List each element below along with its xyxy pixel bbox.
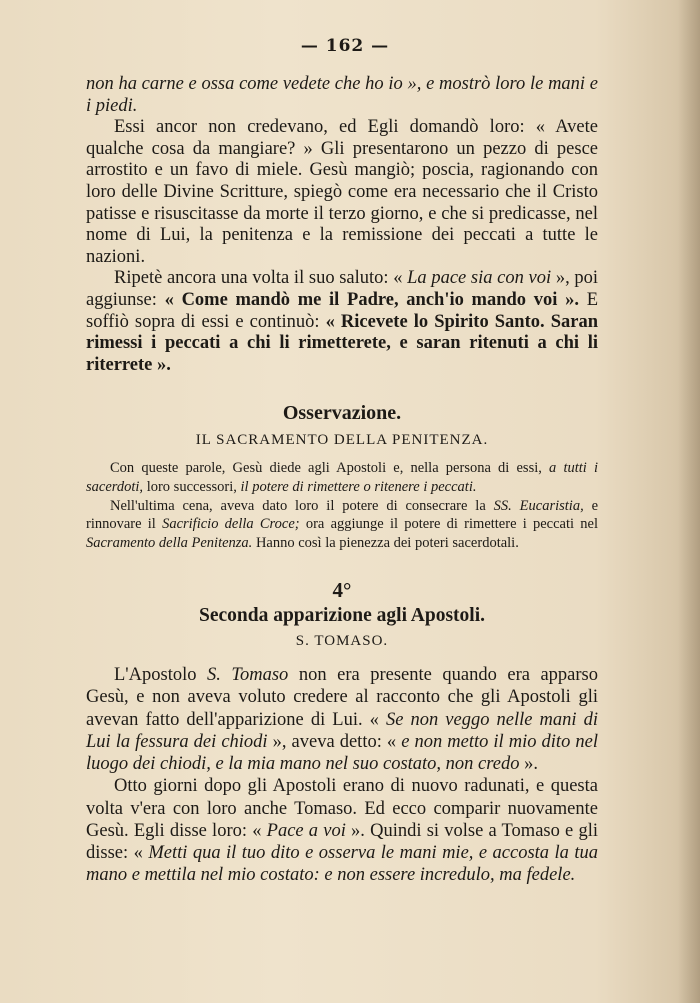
- observation-paragraph-1: [86, 459, 598, 496]
- obs-p2-d: Sacrificio della Croce;: [162, 516, 300, 533]
- section-subheading: S. TOMASO.: [295, 633, 389, 650]
- paragraph-1: [86, 74, 598, 117]
- obs-p1-c: loro successori,: [143, 478, 241, 495]
- observation-heading: Osservazione.: [282, 402, 402, 425]
- s4-p2-c: ». Quindi si volse a Tomaso e gli disse: «: [86, 820, 598, 863]
- obs-p2-c: e rinnovare il: [86, 497, 599, 533]
- obs-p1-b: a tutti i sacerdoti,: [86, 460, 598, 495]
- observation-paragraph-2: [86, 497, 598, 553]
- obs-p2-e: ora aggiunge il potere di rimettere i peccati nel: [299, 516, 598, 533]
- obs-p2-b: SS. Eucaristia,: [493, 497, 584, 514]
- observation-text: [86, 459, 598, 552]
- section-body: [86, 664, 598, 886]
- paragraph-1-text: non ha carne e ossa come vedete che ho io », e mostrò loro le mani e i piedi.: [86, 74, 598, 116]
- s4-p1-c: non era presente quando era apparso Gesù, e non aveva voluto credere al racconto che gli Apostoli gli avevan fatto dell'apparizione di Lui. «: [86, 665, 598, 730]
- page-gutter-shadow: [678, 0, 700, 1003]
- s4-p1-a: L'Apostolo: [114, 665, 207, 686]
- paragraph-3-bold-2: « Ricevete lo Spirito Santo. Saran rimessi i peccati a chi li rimetterete, e saran ritenuti a chi li riterrete ».: [86, 311, 598, 375]
- paragraph-3-mid-2: E soffiò sopra di essi e continuò:: [86, 289, 598, 332]
- page-number: — 162 —: [300, 36, 390, 56]
- paragraph-3-bold-1: « Come mandò me il Padre, anch'io mando voi ».: [164, 289, 579, 310]
- obs-p1-d: il potere di rimettere o ritenere i peccati.: [240, 478, 477, 495]
- s4-p1-b: S. Tomaso: [207, 665, 289, 686]
- paragraph-3: [86, 268, 598, 376]
- section-paragraph-1: [86, 664, 598, 775]
- s4-p1-d: Se non veggo nelle mani di Lui la fessura dei chiodi: [86, 709, 598, 752]
- section-number: 4°: [332, 578, 352, 603]
- paragraph-3-italic: La pace sia con voi: [407, 268, 552, 289]
- s4-p2-d: Metti qua il tuo dito e osserva le mani mie, e accosta la tua mano e mettila nel mio costato: e non essere incredulo, ma fedele.: [86, 842, 599, 886]
- s4-p1-e: », aveva detto: «: [267, 731, 402, 752]
- paragraph-2: Essi ancor non credevano, ed Egli domandò loro: « Avete qualche cosa da mangiare? » Gli presentarono un pezzo di pesce arrostito e un favo di miele. Gesù mangiò; poscia, ragionando con loro delle Divine Scritture, spiegò come era necessario che il Cristo patisse e risuscitasse da morte il terzo giorno, e che si predicasse, nel nome di Lui, la penitenza e la remissione dei peccati a tutte le nazioni.: [86, 117, 598, 267]
- s4-p2-a: Otto giorni dopo gli Apostoli erano di nuovo radunati, e questa volta v'era con loro anche Tomaso. Ed ecco comparir nuovamente Gesù. Egli disse loro: «: [86, 776, 598, 841]
- s4-p1-f: e non metto il mio dito nel luogo dei chiodi, e la mia mano nel suo costato, non credo: [86, 731, 598, 775]
- paragraph-3-mid: », poi aggiunse:: [86, 268, 598, 310]
- s4-p2-b: Pace a voi: [266, 820, 346, 841]
- s4-p1-g: ».: [519, 754, 538, 775]
- obs-p2-a: Nell'ultima cena, aveva dato loro il potere di consecrare la: [110, 497, 494, 514]
- obs-p2-g: Hanno così la pienezza dei poteri sacerdotali.: [252, 534, 519, 551]
- paragraph-3-lead: Ripetè ancora una volta il suo saluto: «: [114, 268, 408, 289]
- page-content: [86, 74, 598, 886]
- observation-subheading: IL SACRAMENTO DELLA PENITENZA.: [195, 432, 489, 449]
- section-heading: Seconda apparizione agli Apostoli.: [198, 605, 486, 627]
- section-paragraph-2: [86, 775, 598, 886]
- obs-p2-f: Sacramento della Penitenza.: [86, 534, 253, 551]
- obs-p1-a: Con queste parole, Gesù diede agli Apostoli e, nella persona di essi,: [110, 460, 550, 477]
